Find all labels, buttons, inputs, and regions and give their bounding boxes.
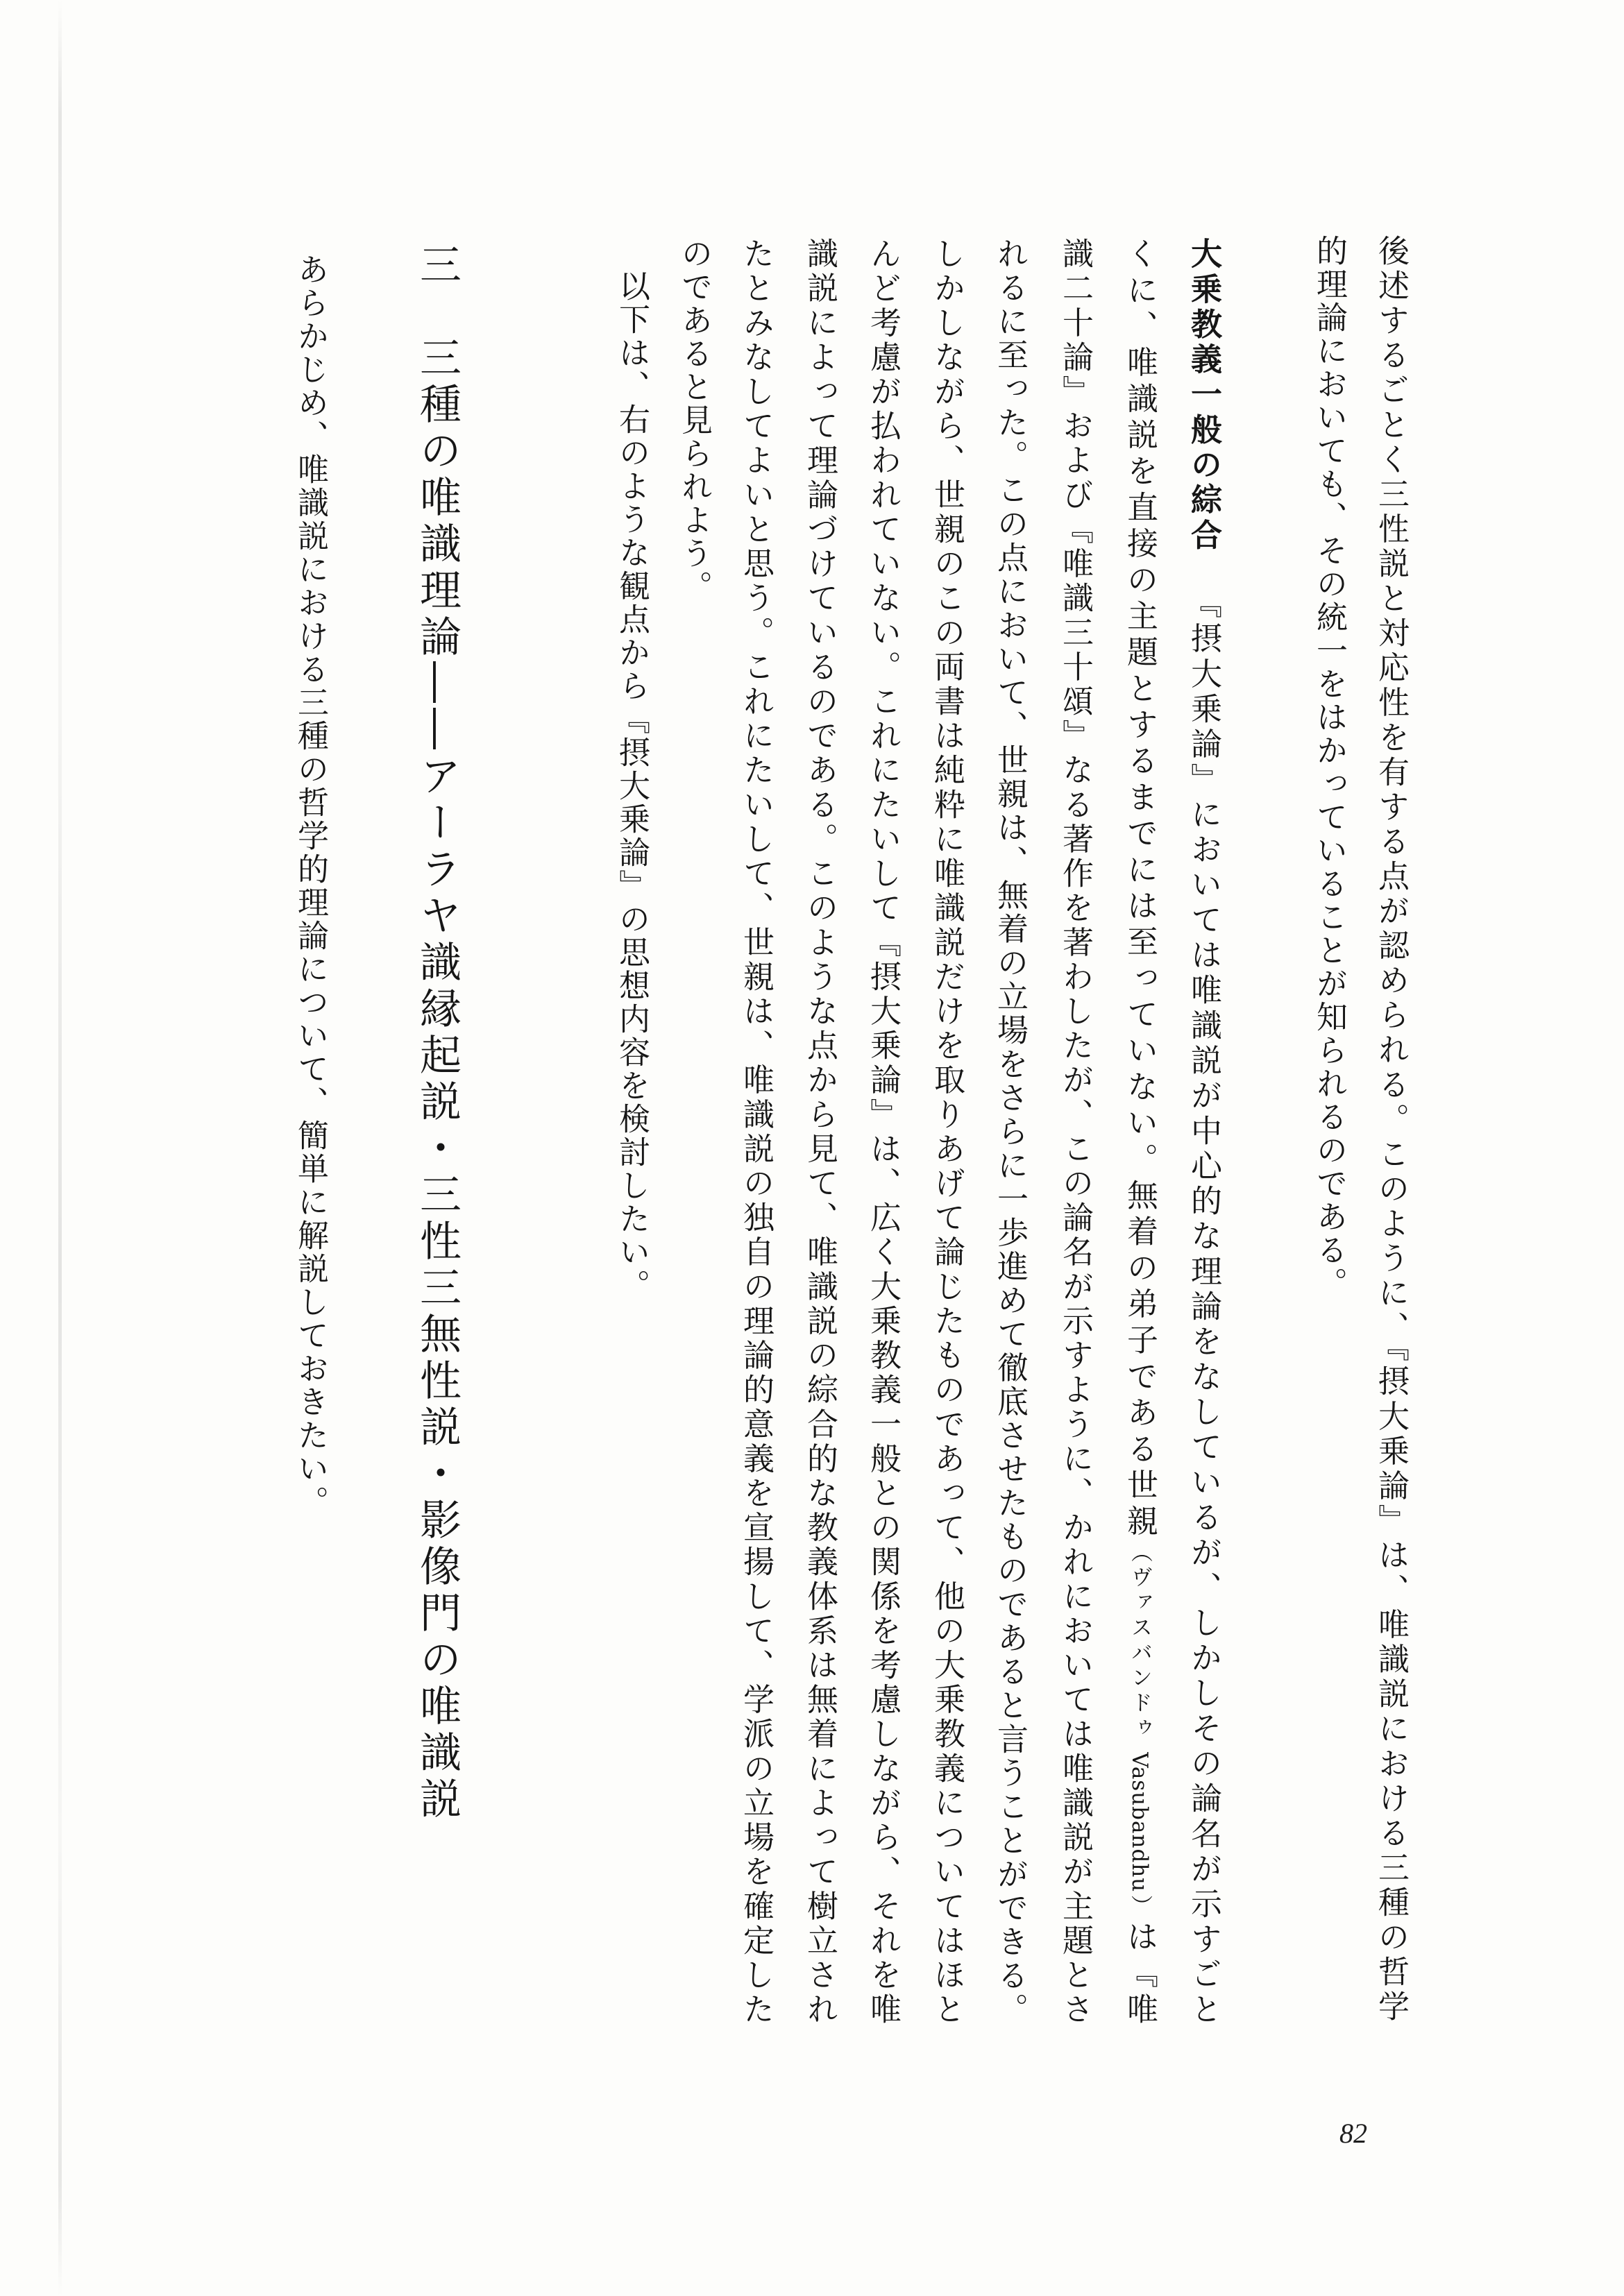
page-number: 82 [1339, 2118, 1367, 2149]
synthesis-line-3: 識二十論』および『唯識三十頌』なる著作を著わしたが、この論名が示すように、かれにおいては唯識説が主題とさ [1057, 237, 1094, 2027]
synthesis-line-9: のであると見られよう。 [676, 237, 713, 604]
section-intro-text: あらかじめ、唯識説における三種の哲学的理論について、簡単に解説しておきたい。 [292, 253, 329, 1519]
scan-edge-shadow [58, 0, 62, 2296]
synthesis-line-2 [1124, 237, 1156, 2026]
synthesis-line-4: れるに至った。この点において、世親は、無着の立場をさらに一歩進めて徹底させたものであると言うことができる。 [992, 237, 1029, 2026]
synthesis-line-6: んど考慮が払われていない。これにたいして『摂大乗論』は、広く大乗教義一般との関係を考慮しながら、それを唯 [865, 237, 902, 2026]
synthesis-line-1-text: 『摂大乗論』においては唯識説が中心的な理論をなしているが、しかしその論名が示すごと [1185, 586, 1222, 2027]
synthesis-line-8: たとみなしてよいと思う。これにたいして、世親は、唯識説の独自の理論的意義を宣揚して、学派の立場を確定した [738, 237, 775, 2026]
section-title: 三種の唯識理論――アーラヤ識縁起説・三性三無性説・影像門の唯識説 [413, 336, 462, 1823]
synthesis-line-2-before: くに、唯識説を直接の主題とするまでには至っていない。無着の弟子である世親 [1122, 237, 1158, 1541]
synthesis-line-7: 識説によって理論づけているのである。このような点から見て、唯識説の綜合的な教義体系は無着によって樹立され [802, 237, 838, 2026]
run-in-heading: 大乗教義一般の綜合 [1185, 237, 1222, 554]
section-number: 三 [413, 243, 462, 289]
section-heading [413, 243, 462, 1823]
sanskrit-name-gloss: （ヴァスバンドゥ Vasubandhu） [1127, 1540, 1152, 1921]
intro-line-2: 的理論においても、その統一をはかっていることが知られるのである。 [1311, 235, 1348, 1300]
synthesis-closing-paragraph: 以下は、右のような観点から『摂大乗論』の思想内容を検討したい。 [614, 270, 650, 1302]
synthesis-line-2-after: は『唯 [1122, 1920, 1158, 2027]
synthesis-line-1 [1185, 237, 1222, 2027]
intro-line-1: 後述するごとく三性説と対応性を有する点が認められる。このように、『摂大乗論』は、唯識説における三種の哲学 [1373, 235, 1410, 2024]
synthesis-line-5: しかしながら、世親のこの両書は純粋に唯識説だけを取りあげて論じたものであって、他の大乗教義についてはほと [929, 237, 965, 2026]
